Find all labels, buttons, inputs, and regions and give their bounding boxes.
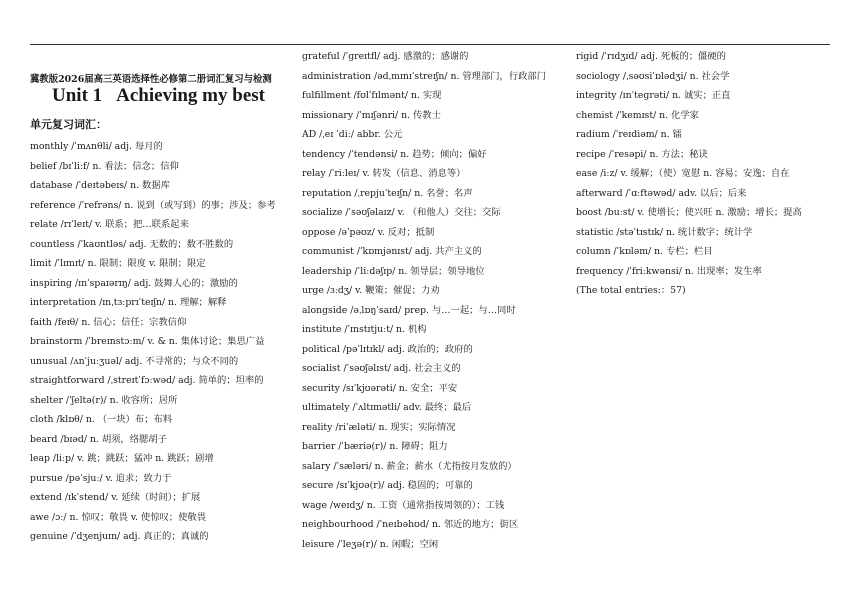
unit-title: [52, 85, 265, 107]
vocab-entry: chemist /ˈkemɪst/ n. 化学家: [576, 109, 699, 121]
vocab-entry: leadership /ˈliːdəʃɪp/ n. 领导层；领导地位: [302, 265, 485, 277]
vocab-entry: faith /feɪθ/ n. 信心；信任；宗教信仰: [30, 316, 187, 328]
vocab-entry: grateful /ˈɡreɪtfl/ adj. 感激的；感谢的: [302, 51, 469, 62]
vocab-entry: leisure /ˈleʒə(r)/ n. 闲暇；空闲: [302, 538, 439, 550]
vocab-entry: frequency /ˈfriːkwənsi/ n. 出现率；发生率: [576, 265, 762, 277]
vocab-entry: urge /ɜːdʒ/ v. 鞭策；催促；力劝: [302, 285, 440, 296]
vocab-entry: interpretation /ɪnˌtɜːprɪˈteɪʃn/ n. 理解；解释: [30, 297, 227, 308]
vocab-entry: administration /ədˌmɪnɪˈstreɪʃn/ n. 管理部门，行政部门: [302, 70, 547, 82]
vocab-entry: countless /ˈkaʊntləs/ adj. 无数的；数不胜数的: [30, 238, 234, 250]
vocab-entry: relay /ˈriːleɪ/ v. 转发（信息、消息等）: [302, 168, 466, 179]
vocab-entry: oppose /əˈpəʊz/ v. 反对；抵制: [302, 226, 435, 238]
vocab-entry: unusual /ʌnˈjuːʒuəl/ adj. 不寻常的；与众不同的: [30, 355, 239, 367]
top-rule: [30, 44, 830, 45]
vocab-entry: missionary /ˈmɪʃənri/ n. 传教士: [302, 109, 441, 121]
vocab-entry: salary /ˈsæləri/ n. 薪金；薪水（尤指按月发放的）: [302, 460, 517, 472]
total-entries: (The total entries:：57): [576, 285, 686, 296]
vocab-entry: monthly /ˈmʌnθli/ adj. 每月的: [30, 141, 163, 152]
vocab-entry: leap /liːp/ v. 跳；跳跃；猛冲 n. 跳跃；剧增: [30, 453, 214, 464]
vocab-entry: ease /iːz/ v. 缓解；（使）宽慰 n. 容易；安逸；自在: [576, 168, 790, 179]
vocab-entry: fulfillment /fʊlˈfɪlmənt/ n. 实现: [302, 90, 442, 101]
vocab-entry: relate /rɪˈleɪt/ v. 联系；把…联系起来: [30, 219, 189, 230]
vocab-entry: statistic /stəˈtɪstɪk/ n. 统计数字；统计学: [576, 226, 753, 238]
vocab-entry: institute /ˈɪnstɪtjuːt/ n. 机构: [302, 324, 427, 335]
vocab-entry: secure /sɪˈkjʊə(r)/ adj. 稳固的；可靠的: [302, 480, 473, 491]
vocab-list-1: [30, 140, 276, 550]
vocab-entry: brainstorm /ˈbreɪnstɔːm/ v. & n. 集体讨论；集思广益: [30, 336, 265, 347]
vocab-entry: column /ˈkɒləm/ n. 专栏；栏目: [576, 246, 713, 257]
vocab-entry: recipe /ˈresəpi/ n. 方法；秘诀: [576, 148, 708, 160]
vocab-entry: reputation /ˌrepjuˈteɪʃn/ n. 名誉；名声: [302, 187, 473, 199]
vocab-entry: belief /bɪˈliːf/ n. 看法；信念；信仰: [30, 160, 179, 172]
vocab-entry: pursue /pəˈsjuː/ v. 追求；致力于: [30, 472, 172, 484]
vocab-entry: rigid /ˈrɪdʒɪd/ adj. 死板的；僵硬的: [576, 51, 726, 62]
vocab-entry: awe /ɔː/ n. 惊叹；敬畏 v. 使惊叹；使敬畏: [30, 511, 206, 523]
vocab-entry: wage /weɪdʒ/ n. 工资（通常指按周领的）；工钱: [302, 499, 505, 511]
vocab-list-3: [576, 50, 802, 284]
vocab-entry: neighbourhood /ˈneɪbəhʊd/ n. 邻近的地方；街区: [302, 519, 519, 530]
vocab-entry: straightforward /ˌstreɪtˈfɔːwəd/ adj. 简单的；坦率的: [30, 375, 264, 386]
vocab-list-2: [302, 50, 546, 557]
vocab-entry: barrier /ˈbæriə(r)/ n. 障碍；阻力: [302, 441, 448, 452]
vocab-entry: reference /ˈrefrəns/ n. 说到（或写到）的事；涉及；参考: [30, 199, 276, 211]
vocab-entry: inspiring /ɪnˈspaɪərɪŋ/ adj. 鼓舞人心的；激励的: [30, 277, 238, 289]
vocab-entry: extend /ɪkˈstend/ v. 延续（时间）；扩展: [30, 492, 201, 503]
vocab-entry: reality /riˈæləti/ n. 现实；实际情况: [302, 421, 456, 433]
section-heading: 单元复习词汇：: [30, 118, 107, 131]
unit-number: Unit 1: [52, 85, 103, 106]
vocab-entry: political /pəˈlɪtɪkl/ adj. 政治的；政府的: [302, 343, 473, 355]
vocab-entry: beard /bɪəd/ n. 胡须，络腮胡子: [30, 433, 167, 445]
vocab-entry: limit /ˈlɪmɪt/ n. 限制；限度 v. 限制；限定: [30, 258, 206, 269]
document-title: 冀教版2026届高三英语选择性必修第二册词汇复习与检测: [30, 74, 272, 85]
vocab-entry: security /sɪˈkjʊərəti/ n. 安全；平安: [302, 382, 458, 394]
vocab-entry: alongside /əˌlɒŋˈsaɪd/ prep. 与…一起；与…同时: [302, 304, 516, 316]
vocab-entry: shelter /ˈʃeltə(r)/ n. 收容所；居所: [30, 394, 178, 406]
vocab-entry: AD /ˌeɪ ˈdiː/ abbr. 公元: [302, 129, 403, 140]
vocab-entry: radium /ˈreɪdiəm/ n. 镭: [576, 129, 682, 140]
vocab-entry: sociology /ˌsəʊsiˈɒlədʒi/ n. 社会学: [576, 70, 730, 82]
vocab-entry: socialize /ˈsəʊʃəlaɪz/ v. （和他人）交往；交际: [302, 207, 501, 218]
vocab-entry: communist /ˈkɒmjənɪst/ adj. 共产主义的: [302, 246, 482, 257]
vocab-entry: database /ˈdeɪtəbeɪs/ n. 数据库: [30, 180, 170, 191]
vocab-entry: integrity /ɪnˈteɡrəti/ n. 诚实；正直: [576, 90, 731, 101]
vocab-entry: socialist /ˈsəʊʃəlɪst/ adj. 社会主义的: [302, 363, 461, 374]
vocab-entry: ultimately /ˈʌltɪmətli/ adv. 最终；最后: [302, 402, 472, 413]
unit-name: Achieving my best: [116, 85, 265, 106]
vocab-entry: genuine /ˈdʒenjuɪn/ adj. 真正的；真诚的: [30, 531, 209, 542]
vocab-entry: boost /buːst/ v. 使增长；使兴旺 n. 激励；增长；提高: [576, 207, 802, 218]
vocab-entry: tendency /ˈtendənsi/ n. 趋势；倾向；偏好: [302, 148, 487, 160]
vocab-entry: afterward /ˈɑːftəwəd/ adv. 以后；后来: [576, 187, 747, 199]
vocab-entry: cloth /klɒθ/ n. （一块）布；布料: [30, 414, 173, 425]
